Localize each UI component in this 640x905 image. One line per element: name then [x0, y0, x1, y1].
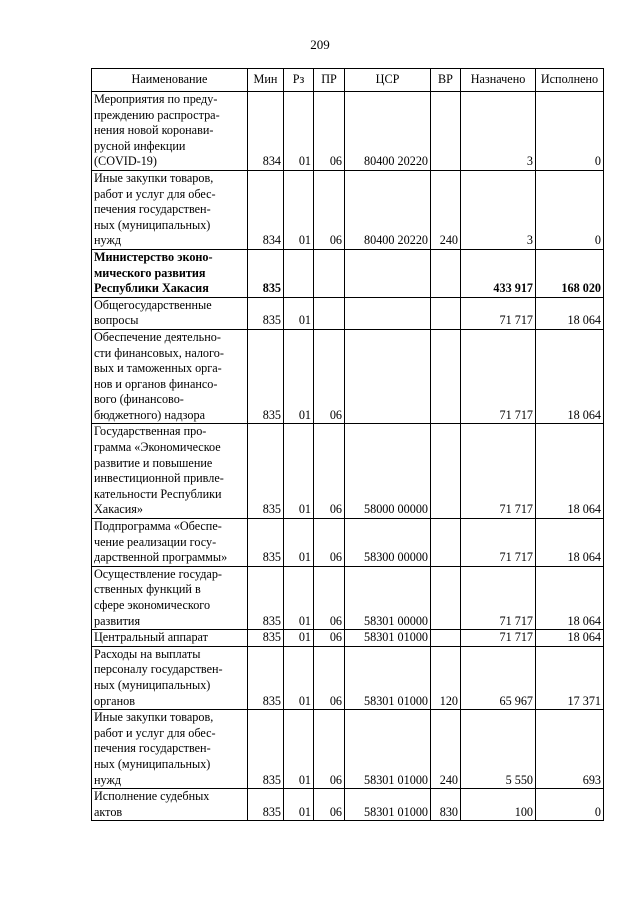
cell-executed: 0 [536, 789, 604, 821]
cell-subsection: 06 [314, 630, 345, 647]
cell-name [92, 710, 248, 789]
cell-name-line: нов и органов финансо- [94, 376, 218, 391]
cell-section: 01 [284, 566, 314, 629]
cell-name-line: персоналу государствен- [94, 662, 223, 677]
cell-section: 01 [284, 92, 314, 171]
table-row [92, 646, 604, 709]
table-row [92, 170, 604, 249]
cell-expense-type [431, 424, 461, 519]
table-row [92, 630, 604, 647]
table-row [92, 789, 604, 821]
cell-subsection: 06 [314, 170, 345, 249]
cell-assigned: 71 717 [461, 630, 536, 647]
cell-ministry: 835 [248, 249, 284, 297]
cell-name-line: ных (муниципальных) [94, 217, 211, 232]
cell-name-line: вого (финансово- [94, 392, 184, 407]
cell-executed: 168 020 [536, 249, 604, 297]
table-row [92, 519, 604, 567]
cell-name [92, 630, 248, 647]
table-body [92, 92, 604, 821]
cell-subsection: 06 [314, 519, 345, 567]
cell-name-line: Обеспечение деятельно- [94, 329, 221, 344]
cell-section: 01 [284, 170, 314, 249]
cell-subsection: 06 [314, 329, 345, 424]
cell-assigned: 71 717 [461, 519, 536, 567]
cell-name-line: кательности Республики [94, 486, 222, 501]
cell-name-line: дарственной программы» [94, 550, 228, 565]
cell-assigned: 71 717 [461, 329, 536, 424]
cell-name-line: мического развития [94, 265, 206, 280]
cell-expense-type [431, 92, 461, 171]
cell-expense-type [431, 329, 461, 424]
cell-name-line: Исполнение судебных [94, 789, 210, 804]
cell-name-line: ных (муниципальных) [94, 677, 211, 692]
cell-target-article [345, 297, 431, 329]
cell-name-line: чение реализации госу- [94, 534, 217, 549]
cell-ministry: 835 [248, 329, 284, 424]
cell-name-line: Мероприятия по преду- [94, 92, 218, 106]
page-number: 209 [310, 37, 330, 52]
cell-assigned: 433 917 [461, 249, 536, 297]
cell-target-article: 58000 00000 [345, 424, 431, 519]
budget-table [91, 68, 604, 821]
cell-subsection: 06 [314, 92, 345, 171]
cell-subsection: 06 [314, 424, 345, 519]
cell-target-article: 58301 01000 [345, 710, 431, 789]
cell-name [92, 92, 248, 171]
cell-expense-type [431, 519, 461, 567]
cell-section: 01 [284, 297, 314, 329]
cell-expense-type: 120 [431, 646, 461, 709]
table-row [92, 92, 604, 171]
cell-name-line: (COVID-19) [94, 154, 157, 169]
cell-name-line: Центральный аппарат [94, 630, 208, 645]
cell-expense-type: 830 [431, 789, 461, 821]
cell-expense-type: 240 [431, 710, 461, 789]
cell-assigned: 3 [461, 170, 536, 249]
cell-assigned: 71 717 [461, 566, 536, 629]
cell-target-article: 80400 20220 [345, 170, 431, 249]
cell-name-line: нужд [94, 772, 122, 787]
cell-expense-type: 240 [431, 170, 461, 249]
cell-ministry: 835 [248, 297, 284, 329]
cell-assigned: 65 967 [461, 646, 536, 709]
cell-executed: 693 [536, 710, 604, 789]
cell-name-line: сти финансовых, налого- [94, 345, 224, 360]
cell-name-line: работ и услуг для обес- [94, 186, 216, 201]
cell-name-line: Государственная про- [94, 424, 207, 439]
cell-expense-type [431, 630, 461, 647]
cell-executed: 18 064 [536, 297, 604, 329]
cell-name-line: нужд [94, 233, 122, 248]
cell-subsection: 06 [314, 710, 345, 789]
cell-executed: 0 [536, 170, 604, 249]
cell-name-line: вых и таможенных орга- [94, 361, 222, 376]
cell-executed: 17 371 [536, 646, 604, 709]
cell-subsection [314, 249, 345, 297]
cell-ministry: 835 [248, 519, 284, 567]
cell-name-line: русной инфекции [94, 138, 186, 153]
table-row [92, 297, 604, 329]
cell-name-line: Расходы на выплаты [94, 646, 201, 661]
cell-name-line: вопросы [94, 313, 139, 328]
cell-name-line: нения новой коронави- [94, 123, 214, 138]
cell-subsection: 06 [314, 789, 345, 821]
header-ministry: Мин [248, 69, 284, 92]
header-subsection: ПР [314, 69, 345, 92]
cell-assigned: 71 717 [461, 297, 536, 329]
header-executed: Исполнено [536, 69, 604, 92]
cell-name-line: печения государствен- [94, 741, 211, 756]
cell-expense-type [431, 297, 461, 329]
cell-name-line: Подпрограмма «Обеспе- [94, 519, 222, 534]
table-row [92, 710, 604, 789]
cell-name-line: Хакасия» [94, 502, 143, 517]
cell-name [92, 170, 248, 249]
cell-ministry: 835 [248, 630, 284, 647]
cell-target-article: 58301 01000 [345, 789, 431, 821]
cell-name [92, 519, 248, 567]
cell-name-line: развитие и повышение [94, 455, 213, 470]
cell-name-line: Республики Хакасия [94, 281, 209, 296]
cell-ministry: 835 [248, 789, 284, 821]
cell-name [92, 329, 248, 424]
cell-name [92, 646, 248, 709]
cell-name-line: преждению распростра- [94, 107, 220, 122]
cell-ministry: 835 [248, 710, 284, 789]
table-row [92, 424, 604, 519]
cell-name [92, 424, 248, 519]
cell-name-line: сфере экономического [94, 598, 211, 612]
cell-executed: 18 064 [536, 630, 604, 647]
cell-target-article: 58300 00000 [345, 519, 431, 567]
cell-name-line: актов [94, 804, 123, 819]
cell-name-line: Общегосударственные [94, 297, 212, 312]
cell-assigned: 100 [461, 789, 536, 821]
cell-expense-type [431, 249, 461, 297]
table-header-row [92, 69, 604, 92]
cell-ministry: 834 [248, 170, 284, 249]
cell-target-article: 80400 20220 [345, 92, 431, 171]
cell-name-line: Министерство эконо- [94, 249, 213, 264]
table-row [92, 329, 604, 424]
cell-executed: 18 064 [536, 566, 604, 629]
cell-executed: 18 064 [536, 424, 604, 519]
cell-subsection: 06 [314, 566, 345, 629]
cell-name-line: развития [94, 613, 141, 628]
cell-name-line: Иные закупки товаров, [94, 710, 214, 725]
cell-name [92, 249, 248, 297]
cell-assigned: 3 [461, 92, 536, 171]
cell-section: 01 [284, 424, 314, 519]
cell-name-line: печения государствен- [94, 202, 211, 217]
cell-section: 01 [284, 710, 314, 789]
header-section: Рз [284, 69, 314, 92]
cell-target-article [345, 249, 431, 297]
cell-name-line: Осуществление государ- [94, 566, 222, 581]
cell-name-line: инвестиционной привле- [94, 471, 224, 486]
cell-assigned: 5 550 [461, 710, 536, 789]
cell-assigned: 71 717 [461, 424, 536, 519]
cell-name [92, 297, 248, 329]
cell-executed: 0 [536, 92, 604, 171]
cell-name-line: работ и услуг для обес- [94, 725, 216, 740]
cell-section: 01 [284, 789, 314, 821]
cell-section: 01 [284, 630, 314, 647]
cell-target-article: 58301 01000 [345, 646, 431, 709]
cell-subsection: 06 [314, 646, 345, 709]
cell-name-line: бюджетного) надзора [94, 407, 206, 422]
cell-name-line: Иные закупки товаров, [94, 170, 214, 185]
header-assigned: Назначено [461, 69, 536, 92]
table-row [92, 249, 604, 297]
cell-ministry: 835 [248, 646, 284, 709]
cell-ministry: 834 [248, 92, 284, 171]
cell-name-line: органов [94, 693, 135, 708]
cell-target-article: 58301 00000 [345, 566, 431, 629]
header-target-article: ЦСР [345, 69, 431, 92]
cell-section: 01 [284, 329, 314, 424]
header-name: Наименование [92, 69, 248, 92]
cell-subsection [314, 297, 345, 329]
cell-name [92, 566, 248, 629]
cell-section [284, 249, 314, 297]
cell-executed: 18 064 [536, 519, 604, 567]
table-row [92, 566, 604, 629]
cell-expense-type [431, 566, 461, 629]
cell-executed: 18 064 [536, 329, 604, 424]
cell-name-line: грамма «Экономическое [94, 440, 221, 455]
cell-target-article: 58301 01000 [345, 630, 431, 647]
cell-name-line: ных (муниципальных) [94, 756, 211, 771]
cell-section: 01 [284, 646, 314, 709]
header-expense-type: ВР [431, 69, 461, 92]
cell-name-line: ственных функций в [94, 582, 201, 597]
cell-section: 01 [284, 519, 314, 567]
cell-ministry: 835 [248, 424, 284, 519]
cell-name [92, 789, 248, 821]
cell-ministry: 835 [248, 566, 284, 629]
cell-target-article [345, 329, 431, 424]
